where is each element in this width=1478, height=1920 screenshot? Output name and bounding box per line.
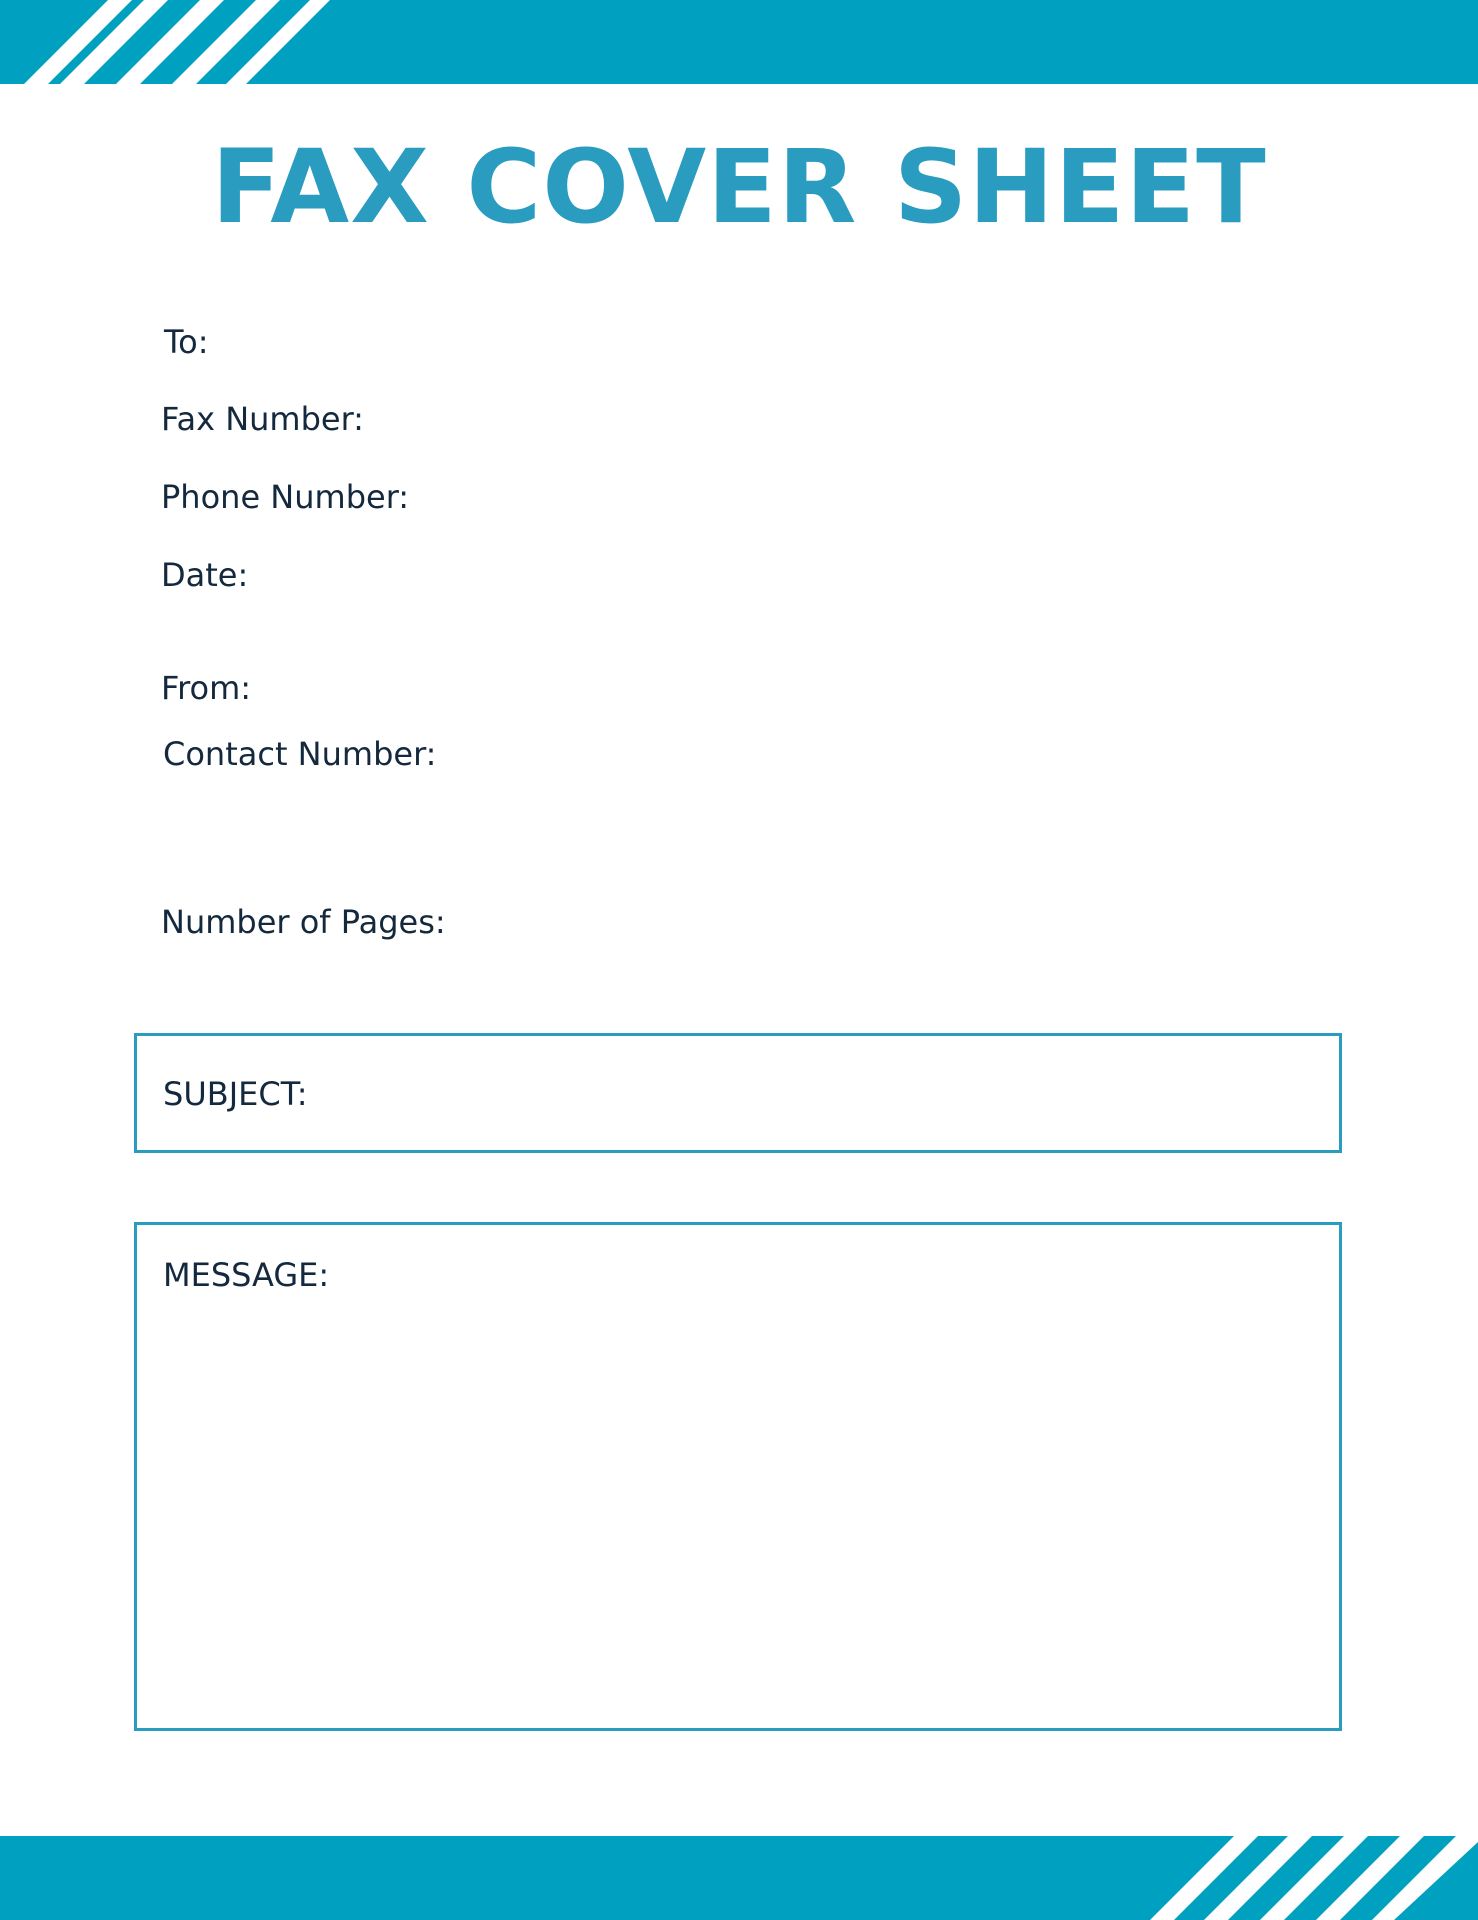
from-label: From: <box>161 669 252 707</box>
number-of-pages-label: Number of Pages: <box>161 903 446 941</box>
fax-number-label: Fax Number: <box>161 400 364 438</box>
bottom-stripe-graphic <box>0 1836 1478 1920</box>
message-label: MESSAGE: <box>163 1256 330 1294</box>
top-stripe-band <box>0 0 1478 84</box>
subject-label: SUBJECT: <box>163 1075 308 1113</box>
top-stripe-graphic <box>0 0 1478 84</box>
message-box[interactable] <box>134 1222 1342 1731</box>
phone-number-label: Phone Number: <box>161 478 410 516</box>
contact-number-label: Contact Number: <box>163 735 437 773</box>
date-label: Date: <box>161 556 249 594</box>
page-title: FAX COVER SHEET <box>211 128 1267 247</box>
bottom-stripe-band <box>0 1836 1478 1920</box>
subject-box[interactable] <box>134 1033 1342 1153</box>
to-label: To: <box>164 323 209 361</box>
